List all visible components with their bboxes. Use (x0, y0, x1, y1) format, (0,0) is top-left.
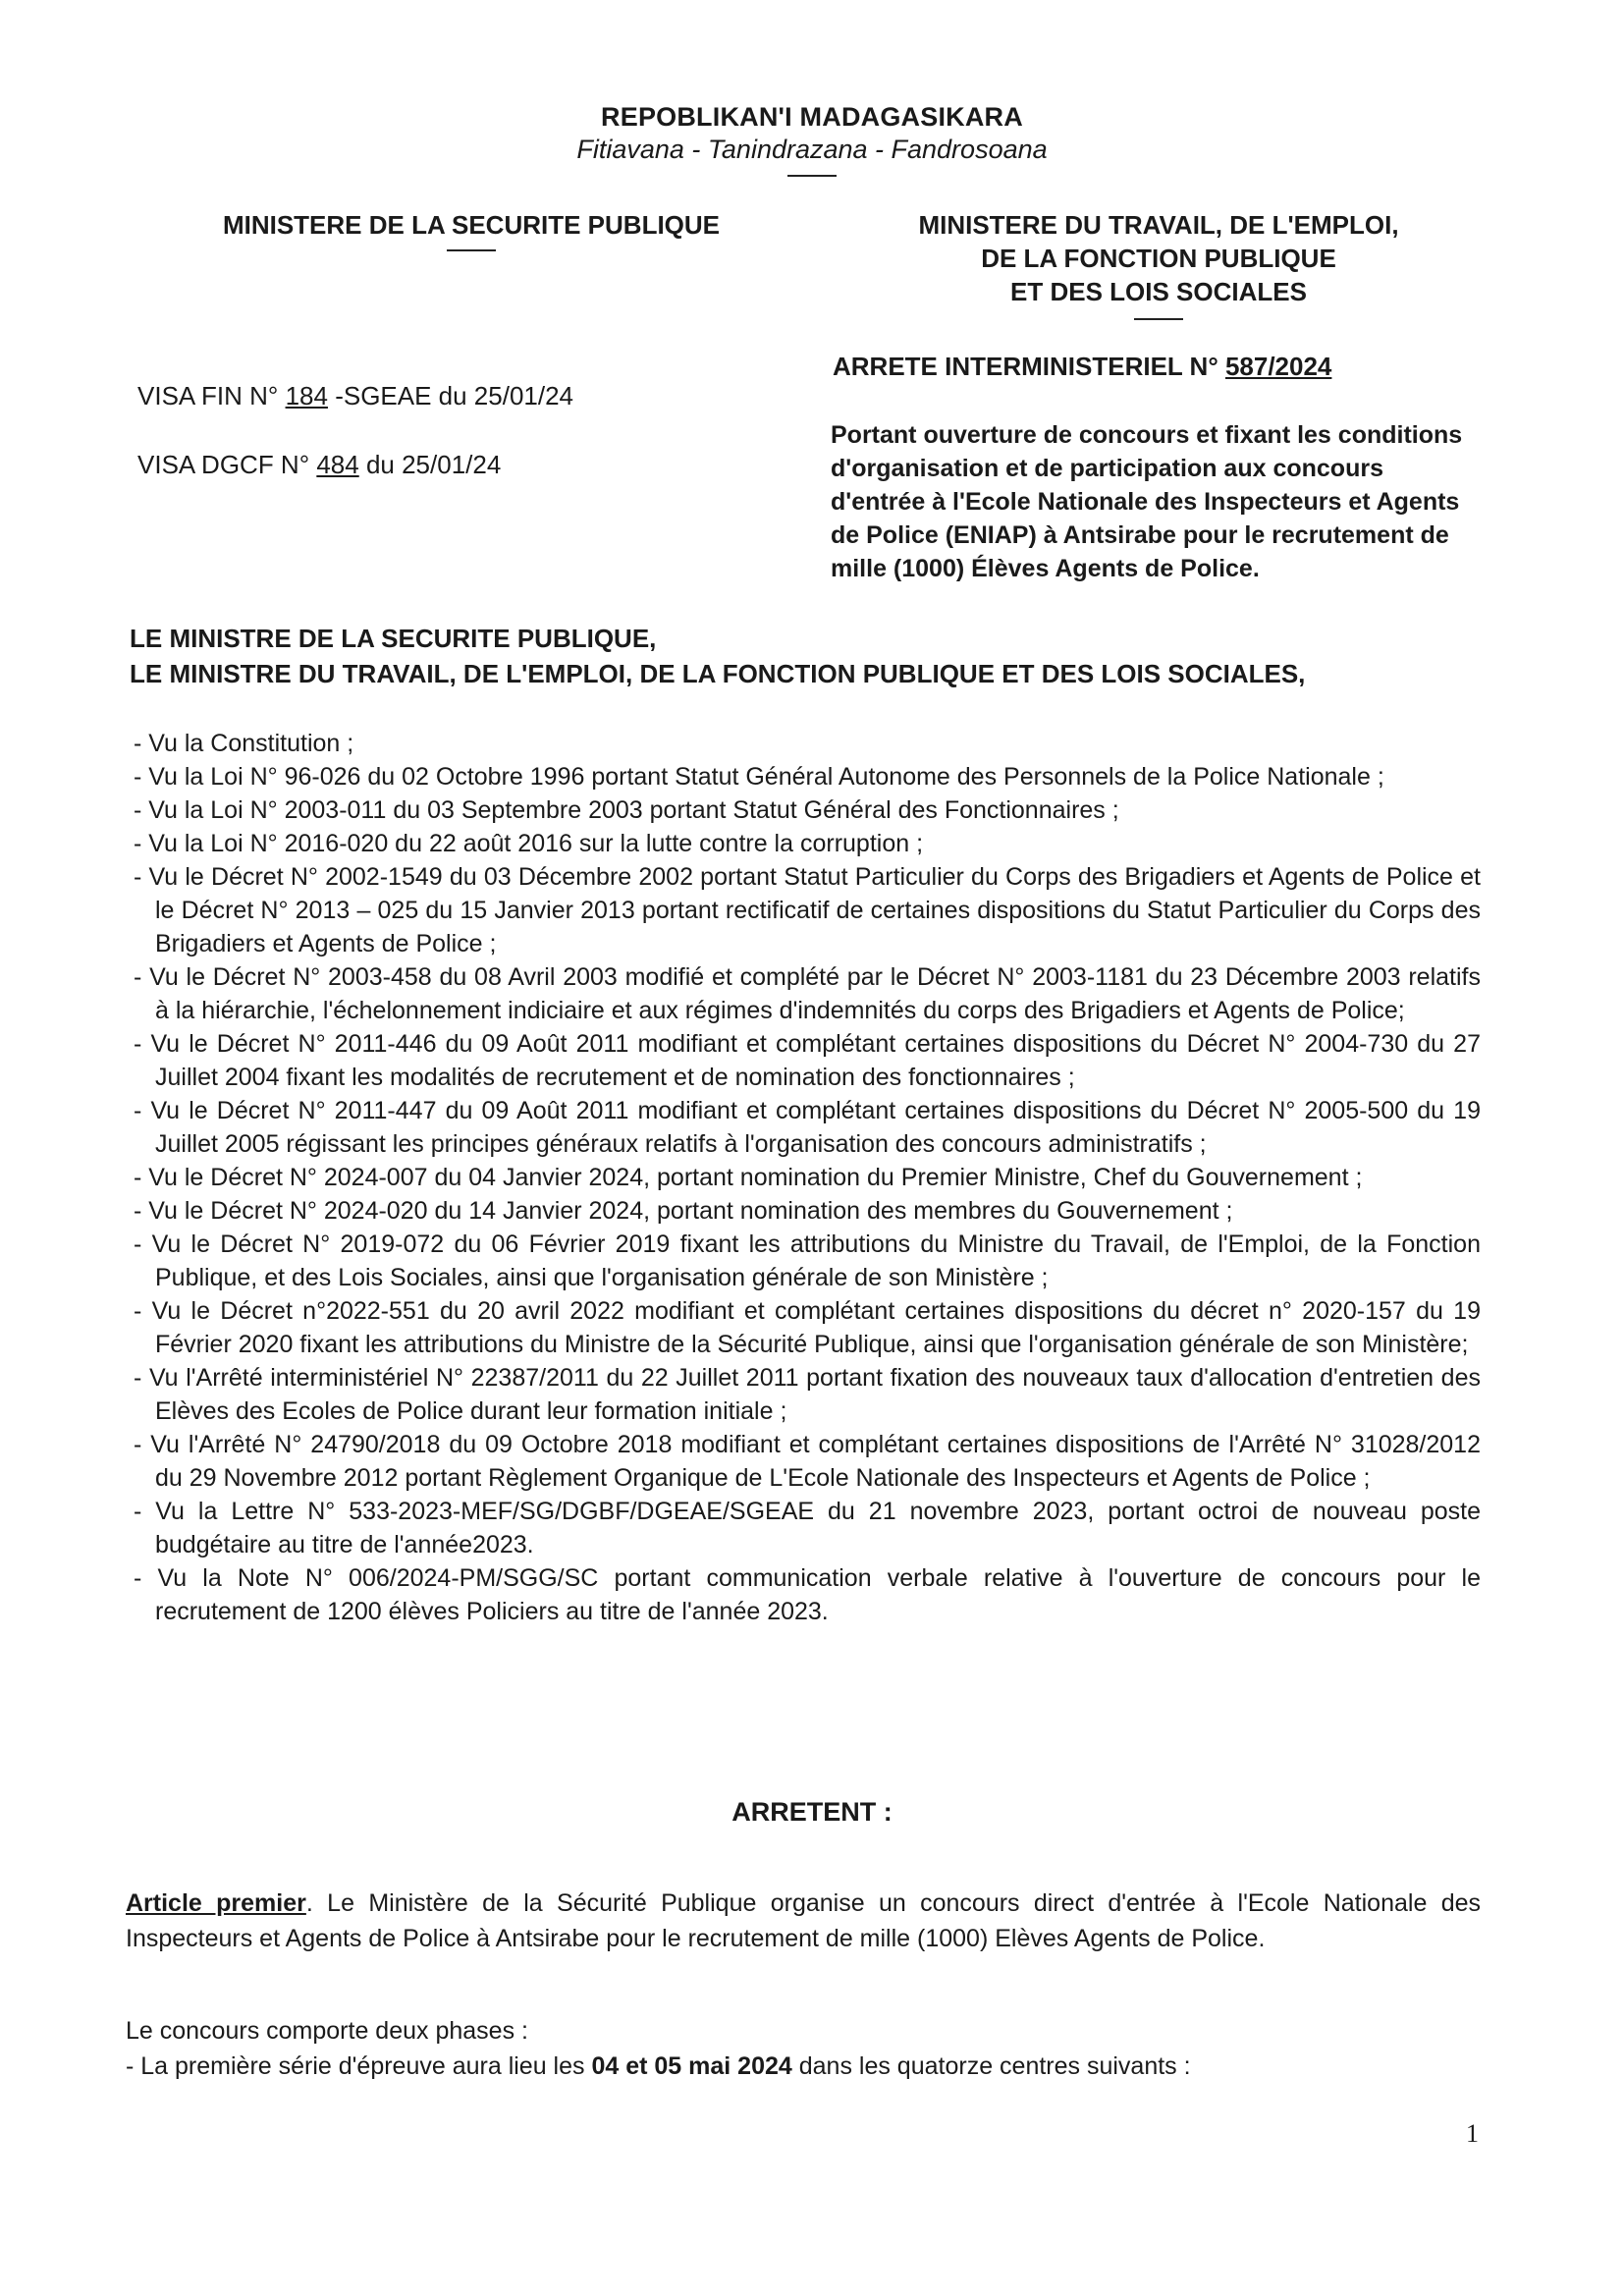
article-premier (126, 1886, 1481, 1956)
list-item: - Vu le Décret N° 2024-020 du 14 Janvier 2024, portant nomination des membres du Gouvernement ; (126, 1194, 1481, 1228)
arrete-subject-line: de Police (ENIAP) à Antsirabe pour le recrutement de (831, 521, 1449, 549)
phases-first-suffix: dans les quatorze centres suivants : (791, 2052, 1191, 2080)
ministry-right-line: MINISTERE DU TRAVAIL, DE L'EMPLOI, (918, 210, 1399, 240)
minister-line: LE MINISTRE DU TRAVAIL, DE L'EMPLOI, DE LA FONCTION PUBLIQUE ET DES LOIS SOCIALES, (130, 659, 1306, 688)
arrete-subject-line: mille (1000) Élèves Agents de Police. (831, 555, 1260, 582)
arretent-heading: ARRETENT : (731, 1797, 893, 1827)
arrete-title (833, 352, 1331, 382)
separator-dash (1134, 318, 1183, 320)
visa-dgcf-prefix: VISA DGCF N° (137, 450, 310, 479)
visa-fin-prefix: VISA FIN N° (137, 381, 279, 410)
arrete-subject-line: Portant ouverture de concours et fixant les conditions (831, 421, 1463, 449)
list-item: - Vu l'Arrêté interministériel N° 22387/2011 du 22 Juillet 2011 portant fixation des nouveaux taux d'allocation d'entretien des Elèves des Ecoles de Police durant leur formation initiale ; (126, 1361, 1481, 1428)
arrete-number: 587/2024 (1224, 352, 1332, 381)
ministry-left-name: MINISTERE DE LA SECURITE PUBLIQUE (222, 210, 721, 240)
ministry-right (864, 208, 1453, 320)
minister-line: LE MINISTRE DE LA SECURITE PUBLIQUE, (130, 624, 657, 653)
page-number: 1 (1466, 2119, 1479, 2148)
visa-dgcf-suffix: du 25/01/24 (365, 450, 502, 479)
list-item: - Vu la Lettre N° 533-2023-MEF/SG/DGBF/DGEAE/SGEAE du 21 novembre 2023, portant octroi de nouveau poste budgétaire au titre de l'année2023. (126, 1495, 1481, 1561)
ministers-block (130, 621, 1305, 691)
list-item: - Vu le Décret N° 2024-007 du 04 Janvier 2024, portant nomination du Premier Ministre, Chef du Gouvernement ; (126, 1161, 1481, 1194)
list-item: - Vu l'Arrêté N° 24790/2018 du 09 Octobre 2018 modifiant et complétant certaines dispositions de l'Arrêté N° 31028/2012 du 29 Novembre 2012 portant Règlement Organique de L'Ecole Nationale des Inspecteurs et Agents de Police ; (126, 1428, 1481, 1495)
visa-dgcf (137, 450, 501, 480)
ministry-right-line: DE LA FONCTION PUBLIQUE (981, 244, 1336, 273)
phases-first-dates: 04 et 05 mai 2024 (591, 2052, 792, 2080)
list-item: - Vu le Décret N° 2019-072 du 06 Février 2019 fixant les attributions du Ministre du Travail, de l'Emploi, de la Fonction Publique, et des Lois Sociales, ainsi que l'organisation générale de son Ministère ; (126, 1228, 1481, 1294)
arrete-subject (831, 418, 1479, 585)
list-item: - Vu le Décret N° 2011-447 du 09 Août 2011 modifiant et complétant certaines dispositions du Décret N° 2005-500 du 19 Juillet 2005 régissant les principes généraux relatifs à l'organisation des concours administratifs ; (126, 1094, 1481, 1161)
list-item: - Vu le Décret N° 2003-458 du 08 Avril 2003 modifié et complété par le Décret N° 2003-1181 du 23 Décembre 2003 relatifs à la hiérarchie, l'échelonnement indiciaire et aux régimes d'indemnités du corps des Brigadiers et Agents de Police; (126, 960, 1481, 1027)
list-item: - Vu le Décret N° 2002-1549 du 03 Décembre 2002 portant Statut Particulier du Corps des Brigadiers et Agents de Police et le Décret N° 2013 – 025 du 15 Janvier 2013 portant rectificatif de certaines dispositions du Statut Particulier du Corps des Brigadiers et Agents de Police ; (126, 860, 1481, 960)
article-text: . Le Ministère de la Sécurité Publique organise un concours direct d'entrée à l'Ecole Nationale des Inspecteurs et Agents de Police à Antsirabe pour le recrutement de mille (1000) Elèves Agents de Police. (126, 1889, 1482, 1952)
visa-fin-suffix: -SGEAE du 25/01/24 (335, 381, 574, 410)
phases-first-prefix: - La première série d'épreuve aura lieu les (126, 2052, 592, 2080)
vu-list (126, 727, 1481, 1628)
arrete-subject-line: d'entrée à l'Ecole Nationale des Inspecteurs et Agents (831, 488, 1460, 516)
arrete-title-prefix: ARRETE INTERMINISTERIEL N° (833, 352, 1218, 381)
list-item: - Vu le Décret N° 2011-446 du 09 Août 2011 modifiant et complétant certaines dispositions du Décret N° 2004-730 du 27 Juillet 2004 fixant les modalités de recrutement et de nomination des fonctionnaires ; (126, 1027, 1481, 1094)
separator-dash (787, 175, 837, 177)
list-item: - Vu la Note N° 006/2024-PM/SGG/SC portant communication verbale relative à l'ouverture de concours pour le recrutement de 1200 élèves Policiers au titre de l'année 2023. (126, 1561, 1481, 1628)
list-item: - Vu la Loi N° 96-026 du 02 Octobre 1996 portant Statut Général Autonome des Personnels de la Police Nationale ; (126, 760, 1481, 793)
visa-dgcf-number: 484 (316, 450, 359, 479)
list-item: - Vu la Constitution ; (126, 727, 1481, 760)
national-motto: Fitiavana - Tanindrazana - Fandrosoana (576, 135, 1048, 164)
article-label: Article premier (126, 1889, 306, 1917)
ministry-left (196, 208, 746, 251)
arrete-subject-line: d'organisation et de participation aux concours (831, 455, 1383, 482)
phases-intro: Le concours comporte deux phases : (126, 2017, 528, 2045)
list-item: - Vu le Décret n°2022-551 du 20 avril 2022 modifiant et complétant certaines dispositions du décret n° 2020-157 du 19 Février 2020 fixant les attributions du Ministre de la Sécurité Publique, ainsi que l'organisation générale de son Ministère; (126, 1294, 1481, 1361)
phases-block (126, 2013, 1481, 2084)
ministry-right-line: ET DES LOIS SOCIALES (1010, 277, 1307, 306)
separator-dash (447, 249, 496, 251)
phases-first (126, 2049, 1481, 2084)
list-item: - Vu la Loi N° 2016-020 du 22 août 2016 sur la lutte contre la corruption ; (126, 827, 1481, 860)
republic-name: REPOBLIKAN'I MADAGASIKARA (601, 102, 1023, 132)
visa-fin-number: 184 (285, 381, 328, 410)
visa-fin (137, 381, 573, 411)
list-item: - Vu la Loi N° 2003-011 du 03 Septembre 2003 portant Statut Général des Fonctionnaires ; (126, 793, 1481, 827)
republic-header (0, 102, 1624, 177)
